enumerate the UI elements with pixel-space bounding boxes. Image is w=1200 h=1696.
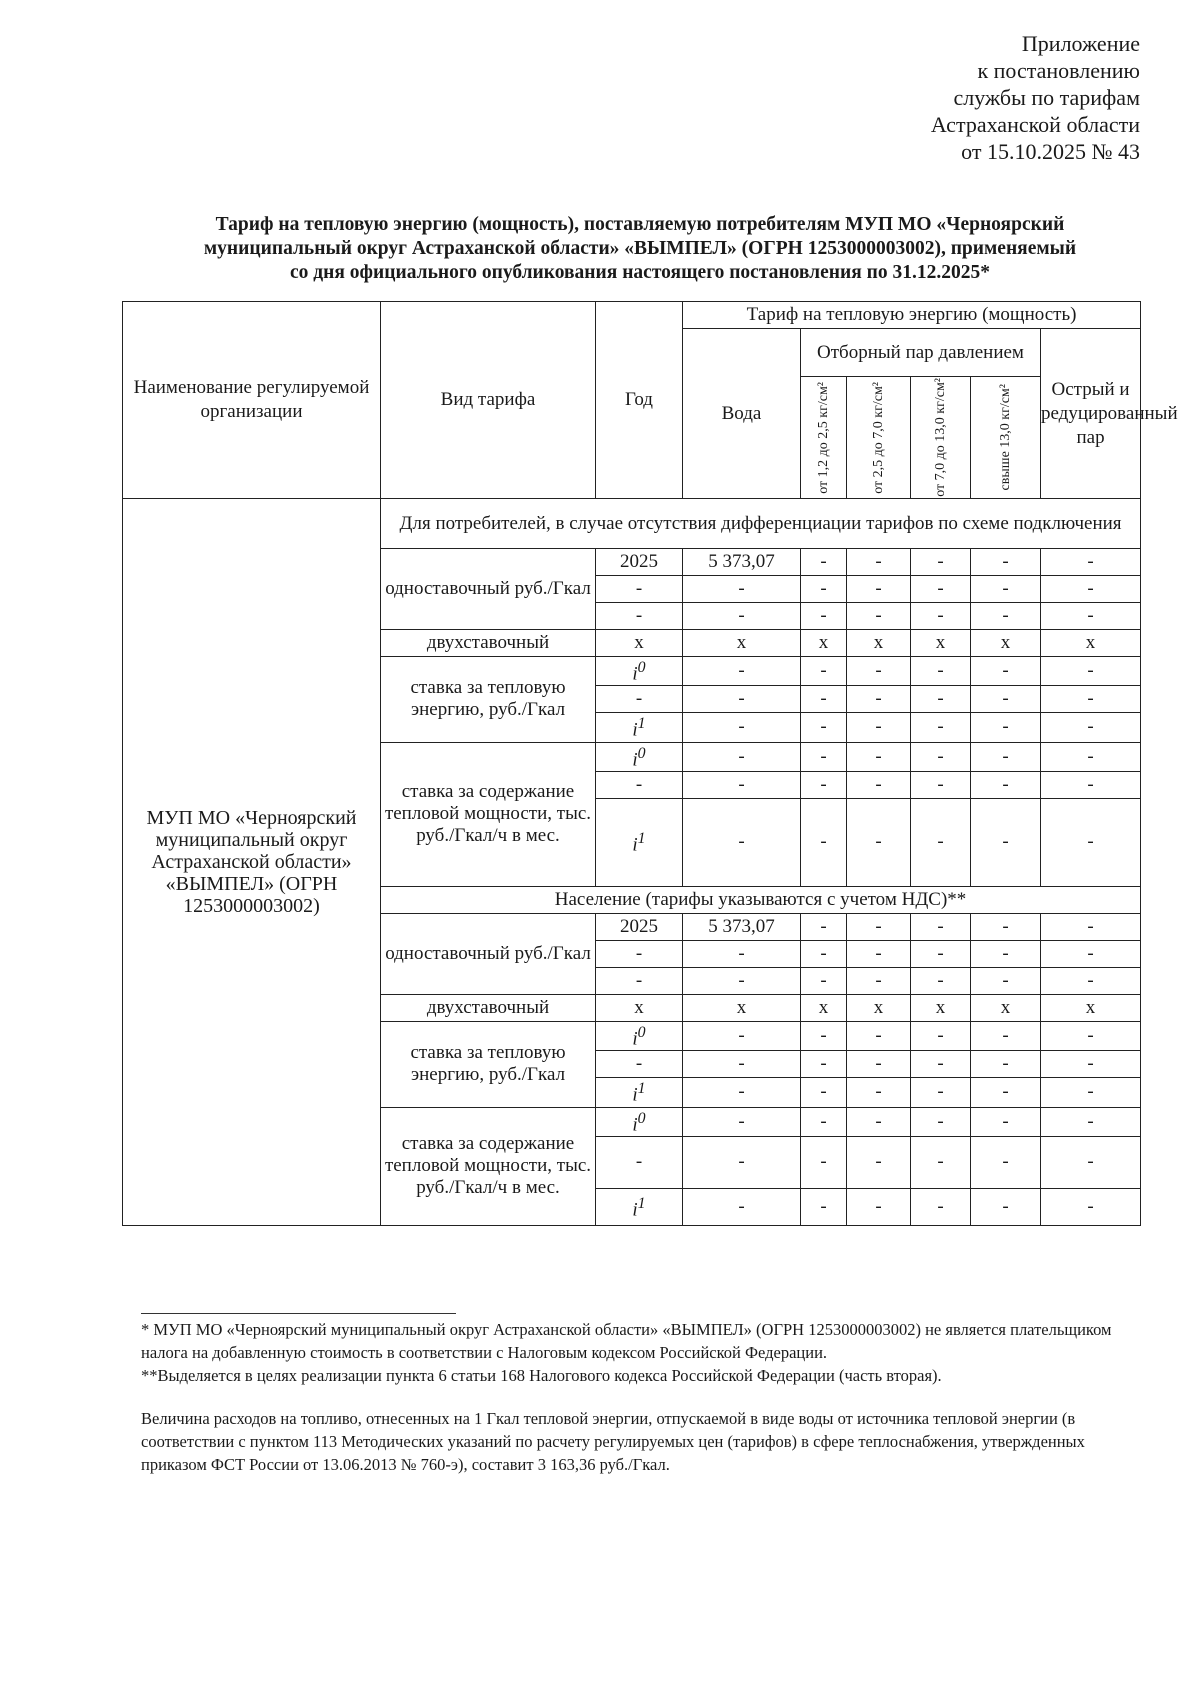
- section-general: Для потребителей, в случае отсутствия дифференциации тарифов по схеме подключения: [381, 499, 1141, 549]
- cell-dash: -: [911, 1021, 971, 1050]
- cell-dash: -: [911, 603, 971, 630]
- index-letter: i: [632, 834, 638, 856]
- cell-dash: -: [971, 549, 1041, 576]
- header-water: Вода: [683, 329, 801, 499]
- cell-index-i0: [596, 742, 683, 771]
- cell-dash: -: [971, 742, 1041, 771]
- cell-dash: -: [801, 1051, 847, 1078]
- cell-dash: -: [801, 1021, 847, 1050]
- cell-dash: -: [683, 1051, 801, 1078]
- cell-dash: -: [801, 1188, 847, 1225]
- cell-dash: -: [801, 1136, 847, 1188]
- cell-dash: -: [847, 742, 911, 771]
- header-org: Наименование регулируемой организации: [123, 302, 381, 499]
- cell-dash: -: [911, 1136, 971, 1188]
- cell-dash: -: [801, 686, 847, 713]
- cell-dash: -: [801, 913, 847, 940]
- cell-dash: -: [911, 798, 971, 886]
- label-energy-rate: ставка за тепловую энергию, руб./Гкал: [381, 657, 596, 743]
- cell-dash: -: [1041, 742, 1141, 771]
- cell-water: 5 373,07: [683, 549, 801, 576]
- index-sup: 0: [637, 659, 646, 676]
- cell-dash: -: [1041, 1107, 1141, 1136]
- index-sup: 0: [637, 744, 646, 762]
- cell-dash: -: [683, 713, 801, 742]
- appendix-header: [931, 30, 1140, 165]
- cell-dash: -: [971, 913, 1041, 940]
- cell-dash: -: [847, 686, 911, 713]
- cell-x: x: [1041, 630, 1141, 657]
- cell-year: 2025: [596, 549, 683, 576]
- label-capacity-rate: ставка за содержание тепловой мощности, тыс. руб./Гкал/ч в мес.: [381, 1107, 596, 1225]
- cell-dash: -: [801, 742, 847, 771]
- cell-dash: -: [596, 940, 683, 967]
- cell-dash: -: [801, 1107, 847, 1136]
- section-row: [123, 499, 1141, 549]
- cell-dash: -: [971, 798, 1041, 886]
- cell-dash: -: [971, 940, 1041, 967]
- cell-index-i1: [596, 1078, 683, 1107]
- cell-dash: -: [847, 713, 911, 742]
- cell-dash: -: [911, 657, 971, 686]
- label-capacity-rate: ставка за содержание тепловой мощности, тыс. руб./Гкал/ч в мес.: [381, 742, 596, 886]
- title-line: Тариф на тепловую энергию (мощность), поставляемую потребителям МУП МО «Черноярский: [215, 214, 1065, 235]
- cell-x: x: [911, 994, 971, 1021]
- cell-dash: -: [596, 603, 683, 630]
- cell-dash: -: [683, 1188, 801, 1225]
- header-pressure-3-text: от 7,0 до 13,0 кг/см²: [932, 378, 948, 497]
- document-title: [120, 213, 1160, 285]
- header-pressure-1: [801, 377, 847, 499]
- cell-dash: -: [683, 576, 801, 603]
- cell-x: x: [847, 630, 911, 657]
- cell-index-i0: [596, 657, 683, 686]
- cell-dash: -: [683, 967, 801, 994]
- cell-dash: -: [683, 771, 801, 798]
- cell-dash: -: [847, 1078, 911, 1107]
- cell-dash: -: [847, 1021, 911, 1050]
- cell-dash: -: [971, 576, 1041, 603]
- index-letter: i: [632, 663, 638, 685]
- cell-x: x: [847, 994, 911, 1021]
- cell-index-i0: [596, 1021, 683, 1050]
- cell-x: x: [971, 630, 1041, 657]
- cell-dash: -: [1041, 798, 1141, 886]
- index-sup: 1: [637, 830, 646, 848]
- cell-x: x: [801, 994, 847, 1021]
- cell-dash: -: [911, 742, 971, 771]
- header-steam-group: Отборный пар давлением: [801, 329, 1041, 377]
- cell-water: 5 373,07: [683, 913, 801, 940]
- cell-x: x: [596, 994, 683, 1021]
- cell-dash: -: [847, 576, 911, 603]
- label-single: одноставочный руб./Гкал: [381, 549, 596, 630]
- cell-dash: -: [971, 686, 1041, 713]
- cell-dash: -: [801, 657, 847, 686]
- footnote-2: **Выделяется в целях реализации пункта 6 статьи 168 Налогового кодекса Российской Федерации (часть вторая).: [141, 1366, 942, 1385]
- cell-dash: -: [847, 771, 911, 798]
- cell-dash: -: [911, 771, 971, 798]
- cell-dash: -: [847, 1107, 911, 1136]
- cell-dash: -: [1041, 686, 1141, 713]
- cell-dash: -: [971, 967, 1041, 994]
- cell-dash: -: [847, 603, 911, 630]
- cell-x: x: [1041, 994, 1141, 1021]
- index-letter: i: [632, 719, 638, 741]
- cell-dash: -: [683, 940, 801, 967]
- cell-dash: -: [847, 967, 911, 994]
- cell-x: x: [683, 630, 801, 657]
- cell-dash: -: [1041, 1021, 1141, 1050]
- appendix-line: Приложение: [1021, 31, 1140, 56]
- cell-dash: -: [801, 798, 847, 886]
- index-letter: i: [632, 1199, 638, 1221]
- title-line: со дня официального опубликования настоящего постановления по 31.12.2025*: [289, 262, 991, 283]
- title-line: муниципальный округ Астраханской области» «ВЫМПЕЛ» (ОГРН 1253000003002), применяемый: [203, 238, 1077, 259]
- index-letter: i: [632, 1028, 638, 1050]
- cell-dash: -: [971, 603, 1041, 630]
- index-sup: 1: [637, 1080, 646, 1098]
- cell-x: x: [911, 630, 971, 657]
- cell-dash: -: [847, 913, 911, 940]
- cell-dash: -: [971, 1021, 1041, 1050]
- header-tariff-group: Тариф на тепловую энергию (мощность): [683, 302, 1141, 329]
- cell-dash: -: [911, 913, 971, 940]
- header-pressure-2: [847, 377, 911, 499]
- cell-dash: -: [911, 940, 971, 967]
- cell-dash: -: [971, 657, 1041, 686]
- cell-dash: -: [847, 940, 911, 967]
- cell-index-i0: [596, 1107, 683, 1136]
- tariff-table: [122, 301, 1178, 1226]
- label-double: двухставочный: [381, 630, 596, 657]
- cell-dash: -: [683, 1107, 801, 1136]
- footnote-divider: [141, 1313, 456, 1314]
- cell-dash: -: [911, 1107, 971, 1136]
- header-type: Вид тарифа: [381, 302, 596, 499]
- cell-dash: -: [911, 967, 971, 994]
- cell-dash: -: [911, 1078, 971, 1107]
- cell-dash: -: [801, 603, 847, 630]
- cell-dash: -: [1041, 771, 1141, 798]
- cell-index-i1: [596, 713, 683, 742]
- cell-dash: -: [801, 1078, 847, 1107]
- header-pressure-4-text: свыше 13,0 кг/см²: [997, 384, 1013, 491]
- cell-dash: -: [683, 1136, 801, 1188]
- label-double: двухставочный: [381, 994, 596, 1021]
- cell-dash: -: [847, 549, 911, 576]
- cell-dash: -: [971, 1078, 1041, 1107]
- appendix-line: службы по тарифам: [953, 85, 1140, 110]
- cell-dash: -: [1041, 713, 1141, 742]
- cell-dash: -: [596, 967, 683, 994]
- cell-dash: -: [1041, 603, 1141, 630]
- cell-dash: -: [847, 1051, 911, 1078]
- header-year: Год: [596, 302, 683, 499]
- cell-dash: -: [683, 742, 801, 771]
- appendix-line: от 15.10.2025 № 43: [961, 139, 1140, 164]
- cell-dash: -: [683, 657, 801, 686]
- cell-dash: -: [911, 1051, 971, 1078]
- cell-dash: -: [911, 1188, 971, 1225]
- cell-dash: -: [1041, 1078, 1141, 1107]
- appendix-line: к постановлению: [977, 58, 1140, 83]
- cell-x: x: [596, 630, 683, 657]
- index-letter: i: [632, 1084, 638, 1106]
- cell-x: x: [801, 630, 847, 657]
- cell-dash: -: [1041, 1051, 1141, 1078]
- cell-dash: -: [801, 713, 847, 742]
- header-pressure-4: [971, 377, 1041, 499]
- header-pressure-2-text: от 2,5 до 7,0 кг/см²: [870, 381, 886, 494]
- cell-dash: -: [683, 1078, 801, 1107]
- cell-x: x: [971, 994, 1041, 1021]
- cell-dash: -: [683, 798, 801, 886]
- label-energy-rate: ставка за тепловую энергию, руб./Гкал: [381, 1021, 596, 1107]
- cell-dash: -: [847, 1136, 911, 1188]
- appendix-line: Астраханской области: [930, 112, 1140, 137]
- cell-dash: -: [971, 713, 1041, 742]
- index-letter: i: [632, 748, 638, 770]
- index-sup: 1: [637, 715, 646, 733]
- index-sup: 0: [637, 1109, 646, 1127]
- cell-dash: -: [1041, 657, 1141, 686]
- header-pressure-3: [911, 377, 971, 499]
- header-row: [123, 302, 1141, 329]
- cell-dash: -: [847, 1188, 911, 1225]
- index-sup: 1: [637, 1194, 646, 1212]
- cell-dash: -: [1041, 913, 1141, 940]
- cell-dash: -: [971, 1051, 1041, 1078]
- cell-x: x: [683, 994, 801, 1021]
- cell-year: 2025: [596, 913, 683, 940]
- cell-dash: -: [596, 686, 683, 713]
- org-name-cell: МУП МО «Черноярский муниципальный округ Астраханской области» «ВЫМПЕЛ» (ОГРН 1253000003002): [123, 499, 381, 1226]
- cell-dash: -: [683, 1021, 801, 1050]
- cell-index-i1: [596, 1188, 683, 1225]
- cell-dash: -: [801, 549, 847, 576]
- cell-dash: -: [847, 798, 911, 886]
- cell-dash: -: [971, 771, 1041, 798]
- cell-dash: -: [801, 940, 847, 967]
- cell-dash: -: [1041, 967, 1141, 994]
- fuel-cost-note: Величина расходов на топливо, отнесенных на 1 Гкал тепловой энергии, отпускаемой в виде воды от источника тепловой энергии (в соответствии с пунктом 113 Методических указаний по расчету регулируемых цен (тарифов) в сфере теплоснабжения, утвержденных приказом ФСТ России от 13.06.2013 № 760-э), составит 3 163,36 руб./Гкал.: [141, 1409, 1085, 1474]
- header-sharp-steam: Острый и редуцированный пар: [1041, 329, 1141, 499]
- header-pressure-1-text: от 1,2 до 2,5 кг/см²: [815, 381, 831, 494]
- cell-dash: -: [683, 686, 801, 713]
- cell-dash: -: [971, 1136, 1041, 1188]
- label-single: одноставочный руб./Гкал: [381, 913, 596, 994]
- section-population: Население (тарифы указываются с учетом НДС)**: [381, 886, 1141, 913]
- cell-dash: -: [911, 713, 971, 742]
- cell-dash: -: [596, 576, 683, 603]
- cell-dash: -: [1041, 549, 1141, 576]
- cell-dash: -: [911, 686, 971, 713]
- cell-dash: -: [911, 549, 971, 576]
- cell-dash: -: [971, 1188, 1041, 1225]
- cell-index-i1: [596, 798, 683, 886]
- index-sup: 0: [637, 1023, 646, 1041]
- cell-dash: -: [1041, 940, 1141, 967]
- cell-dash: -: [596, 1051, 683, 1078]
- index-letter: i: [632, 1113, 638, 1135]
- cell-dash: -: [1041, 1136, 1141, 1188]
- cell-dash: -: [683, 603, 801, 630]
- cell-dash: -: [801, 771, 847, 798]
- footnotes: [141, 1318, 1141, 1476]
- cell-dash: -: [971, 1107, 1041, 1136]
- cell-dash: -: [1041, 1188, 1141, 1225]
- cell-dash: -: [801, 967, 847, 994]
- cell-dash: -: [596, 771, 683, 798]
- cell-dash: -: [1041, 576, 1141, 603]
- cell-dash: -: [596, 1136, 683, 1188]
- cell-dash: -: [847, 657, 911, 686]
- footnote-1: * МУП МО «Черноярский муниципальный округ Астраханской области» «ВЫМПЕЛ» (ОГРН 1253000003002) не является плательщиком налога на добавленную стоимость в соответствии с Налоговым кодексом Российской Федерации.: [141, 1320, 1112, 1362]
- cell-dash: -: [911, 576, 971, 603]
- cell-dash: -: [801, 576, 847, 603]
